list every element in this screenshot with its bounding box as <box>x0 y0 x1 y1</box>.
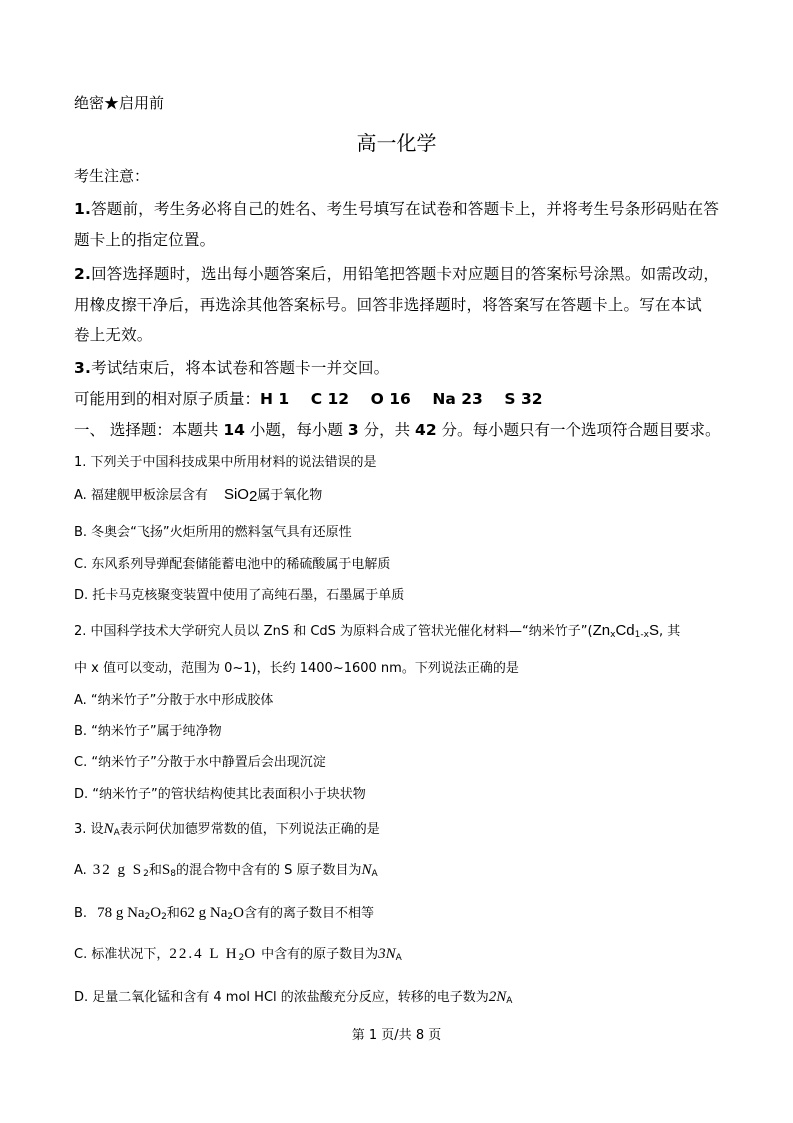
question-2-option-c: C. “纳米竹子”分散于水中静置后会出现沉淀 <box>74 755 326 770</box>
question-1-option-a: A. 福建舰甲板涂层含有 SiO$_2$属于氧化物 <box>74 486 323 505</box>
question-2-option-d: D. “纳米竹子”的管状结构使其比表面积小于块状物 <box>74 787 366 802</box>
question-3-option-d: D. 足量二氧化锰和含有 4 mol HCl 的浓盐酸充分反应，转移的电子数为$2N_A$ <box>74 989 513 1006</box>
instruction-1-line2: 题卡上的指定位置。 <box>74 231 216 249</box>
instruction-2-line3: 卷上无效。 <box>74 326 153 344</box>
instruction-2-line1: 2.回答选择题时，选出每小题答案后，用铅笔把答题卡对应题目的答案标号涂黑。如需改动， <box>74 265 720 283</box>
question-3-option-c: C. 标准状况下，22.4 L $H_2O$ 中含有的原子数目为$3N_A$ <box>74 946 402 963</box>
question-1-stem: 1. 下列关于中国科技成果中所用材料的说法错误的是 <box>74 455 377 470</box>
question-3-option-a: A. 32 g $S_2$和$S_8$的混合物中含有的 S 原子数目为$N_A$ <box>74 862 378 879</box>
question-3-stem: 3. 设$N_A$表示阿伏加德罗常数的值，下列说法正确的是 <box>74 821 380 838</box>
question-3-option-b: B. 78 g $Na_2O_2$和62 g $Na_2O$含有的离子数目不相等 <box>74 905 374 922</box>
instruction-1-line1: 1.答题前，考生务必将自己的姓名、考生号填写在试卷和答题卡上，并将考生号条形码贴在答 <box>74 200 720 218</box>
page-footer: 第 1 页/共 8 页 <box>351 1028 442 1043</box>
question-1-option-c: C. 东风系列导弹配套储能蓄电池中的稀硫酸属于电解质 <box>74 557 391 572</box>
question-1-option-b: B. 冬奥会“飞扬”火炬所用的燃料氢气具有还原性 <box>74 525 352 540</box>
secret-label: 绝密★启用前 <box>74 94 165 112</box>
question-2-option-a: A. “纳米竹子”分散于水中形成胶体 <box>74 693 274 708</box>
page-title: 高一化学 <box>356 131 437 155</box>
instruction-2-line2: 用橡皮擦干净后，再选涂其他答案标号。回答非选择题时，将答案写在答题卡上。写在本试 <box>74 296 703 314</box>
question-2-option-b: B. “纳米竹子”属于纯净物 <box>74 724 222 739</box>
question-2-stem-line2: 中 x 值可以变动，范围为 0~1)，长约 1400~1600 nm。下列说法正确的是 <box>74 661 519 676</box>
question-2-stem-line1: 2. 中国科学技术大学研究人员以 ZnS 和 CdS 为原料合成了管状光催化材料—“纳米竹子$”(Zn_xCd_{1-x}S$, 其 <box>74 622 681 640</box>
notice-label: 考生注意： <box>74 167 150 185</box>
section-header: 一、 选择题：本题共 14 小题，每小题 3 分，共 42 分。每小题只有一个选项符合题目要求。 <box>74 421 721 439</box>
question-1-option-d: D. 托卡马克核聚变装置中使用了高纯石墨，石墨属于单质 <box>74 588 405 603</box>
instruction-3-line1: 3.考试结束后，将本试卷和答题卡一并交回。 <box>74 359 390 377</box>
avogadro-symbol: N <box>361 862 372 878</box>
atomic-mass-line: 可能用到的相对原子质量：H 1 C 12 O 16 Na 23 S 32 <box>74 390 543 408</box>
